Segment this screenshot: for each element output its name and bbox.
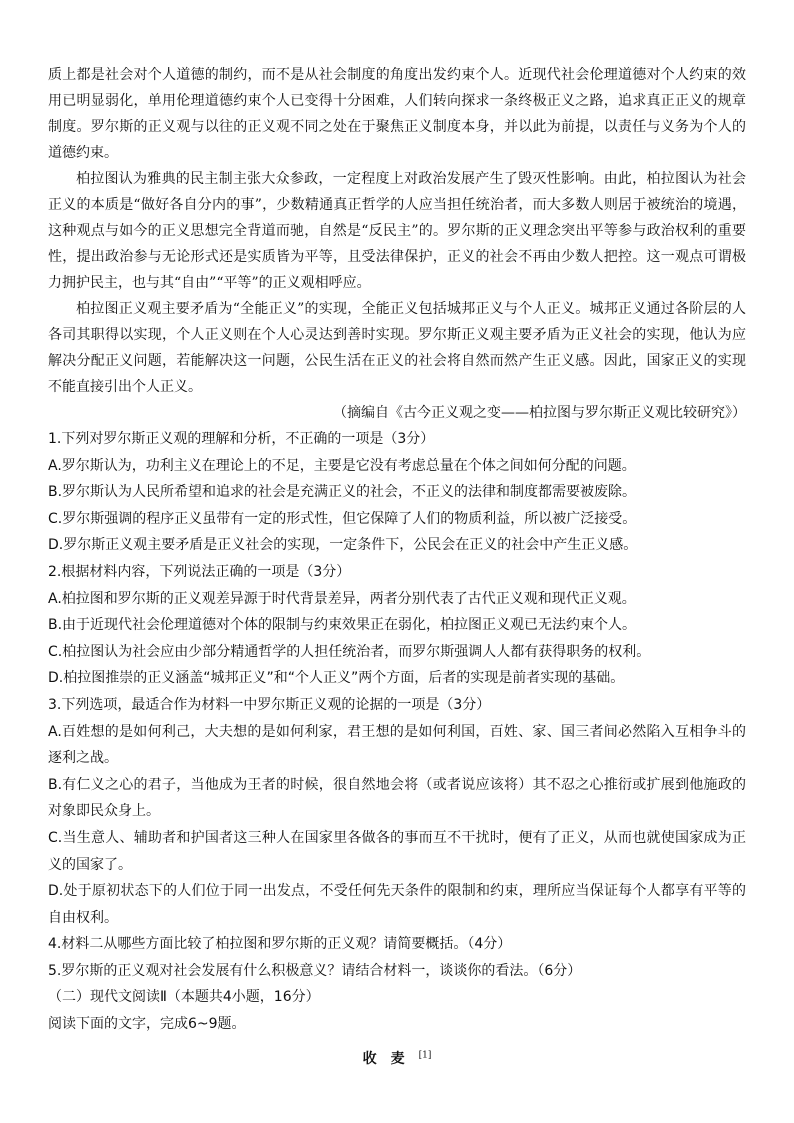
question-1 (48, 426, 746, 559)
option-a: A.百姓想的是如何利己，大夫想的是如何利家，君王想的是如何利国，百姓、家、国三者间必然陷入互相争斗的逐利之战。 (48, 723, 746, 767)
questions (48, 426, 746, 1038)
question-3 (48, 692, 746, 931)
question-5: 5.罗尔斯的正义观对社会发展有什么积极意义？请结合材料一，谈谈你的看法。（6分） (48, 962, 582, 979)
option-d: D.处于原初状态下的人们位于同一出发点，不受任何先天条件的限制和约束，理所应当保证每个人都享有平等的自由权利。 (48, 883, 746, 926)
option-c: C.罗尔斯强调的程序正义虽带有一定的形式性，但它保障了人们的物质利益，所以被广泛接受。 (48, 510, 637, 527)
option-a: A.柏拉图和罗尔斯的正义观差异源于时代背景差异，两者分别代表了古代正义观和现代正义观。 (48, 590, 636, 607)
question-stem: 1.下列对罗尔斯正义观的理解和分析，不正确的一项是（3分） (48, 431, 435, 447)
exam-page (48, 62, 746, 1068)
option-b: B.由于近现代社会伦理道德对个体的限制与约束效果正在弱化，柏拉图正义观已无法约束个人。 (48, 617, 637, 634)
question-stem: 3.下列选项，最适合作为材料一中罗尔斯正义观的论据的一项是（3分） (48, 696, 491, 713)
footnote-marker: [1] (418, 1050, 432, 1060)
option-b: B.有仁义之心的君子，当他成为王者的时候，很自然地会将（或者说应该将）其不忍之心推衍或扩展到他施政的对象即民众身上。 (48, 776, 746, 820)
question-4: 4.材料二从哪些方面比较了柏拉图和罗尔斯的正义观？请简要概括。（4分） (48, 936, 512, 953)
story-title (48, 1048, 746, 1068)
option-a: A.罗尔斯认为，功利主义在理论上的不足，主要是它没有考虑总量在个体之间如何分配的问题。 (48, 457, 636, 474)
option-c: C.当生意人、辅助者和护国者这三种人在国家里各做各的事而互不干扰时，便有了正义，从而也就使国家成为正义的国家了。 (48, 829, 746, 873)
section-heading: （二）现代文阅读Ⅱ（本题共4小题，16分） (48, 989, 320, 1006)
passage-paragraph: 柏拉图正义观主要矛盾为“全能正义”的实现，全能正义包括城邦正义与个人正义。城邦正义通过各阶层的人各司其职得以实现，个人正义则在个人心灵达到善时实现。罗尔斯正义观主要矛盾为正义社会的实现，他认为应解决分配正义问题，若能解决这一问题，公民生活在正义的社会将自然而然产生正义感。因此，国家正义的实现不能直接引出个人正义。 (48, 301, 746, 395)
passage-paragraph: 柏拉图认为雅典的民主制主张大众参政，一定程度上对政治发展产生了毁灭性影响。由此，柏拉图认为社会正义的本质是“做好各自分内的事”，少数精通真正哲学的人应当担任统治者，而大多数人则居于被统治的境遇，这种观点与如今的正义思想完全背道而驰，自然是“反民主”的。罗尔斯的正义理念突出平等参与政治权利的重要性，提出政治参与无论形式还是实质皆为平等，且受法律保护，正义的社会不再由少数人把控。这一观点可谓极力拥护民主，也与其“自由”“平等”的正义观相呼应。 (48, 171, 746, 291)
question-2 (48, 559, 746, 692)
option-d: D.柏拉图推崇的正义涵盖“城邦正义”和“个人正义”两个方面，后者的实现是前者实现的基础。 (48, 670, 625, 687)
passage (48, 62, 746, 426)
option-d: D.罗尔斯正义观主要矛盾是正义社会的实现，一定条件下，公民会在正义的社会中产生正义感。 (48, 537, 638, 554)
option-b: B.罗尔斯认为人民所希望和追求的社会是充满正义的社会，不正义的法律和制度都需要被废除。 (48, 484, 637, 501)
story-title-text: 收麦 (362, 1050, 419, 1067)
source-citation: （摘编自《古今正义观之变——柏拉图与罗尔斯正义观比较研究》） (333, 405, 746, 421)
passage-paragraph: 质上都是社会对个人道德的制约，而不是从社会制度的角度出发约束个人。近现代社会伦理道德对个人约束的效用已明显弱化，单用伦理道德约束个人已变得十分困难，人们转向探求一条终极正义之路，追求真正正义的规章制度。罗尔斯的正义观与以往的正义观不同之处在于聚焦正义制度本身，并以此为前提，以责任与义务为个人的道德约束。 (48, 67, 746, 161)
option-c: C.柏拉图认为社会应由少部分精通哲学的人担任统治者，而罗尔斯强调人人都有获得职务的权利。 (48, 643, 651, 660)
question-stem: 2.根据材料内容，下列说法正确的一项是（3分） (48, 563, 351, 580)
reading-instruction: 阅读下面的文字，完成6~9题。 (48, 1016, 246, 1033)
